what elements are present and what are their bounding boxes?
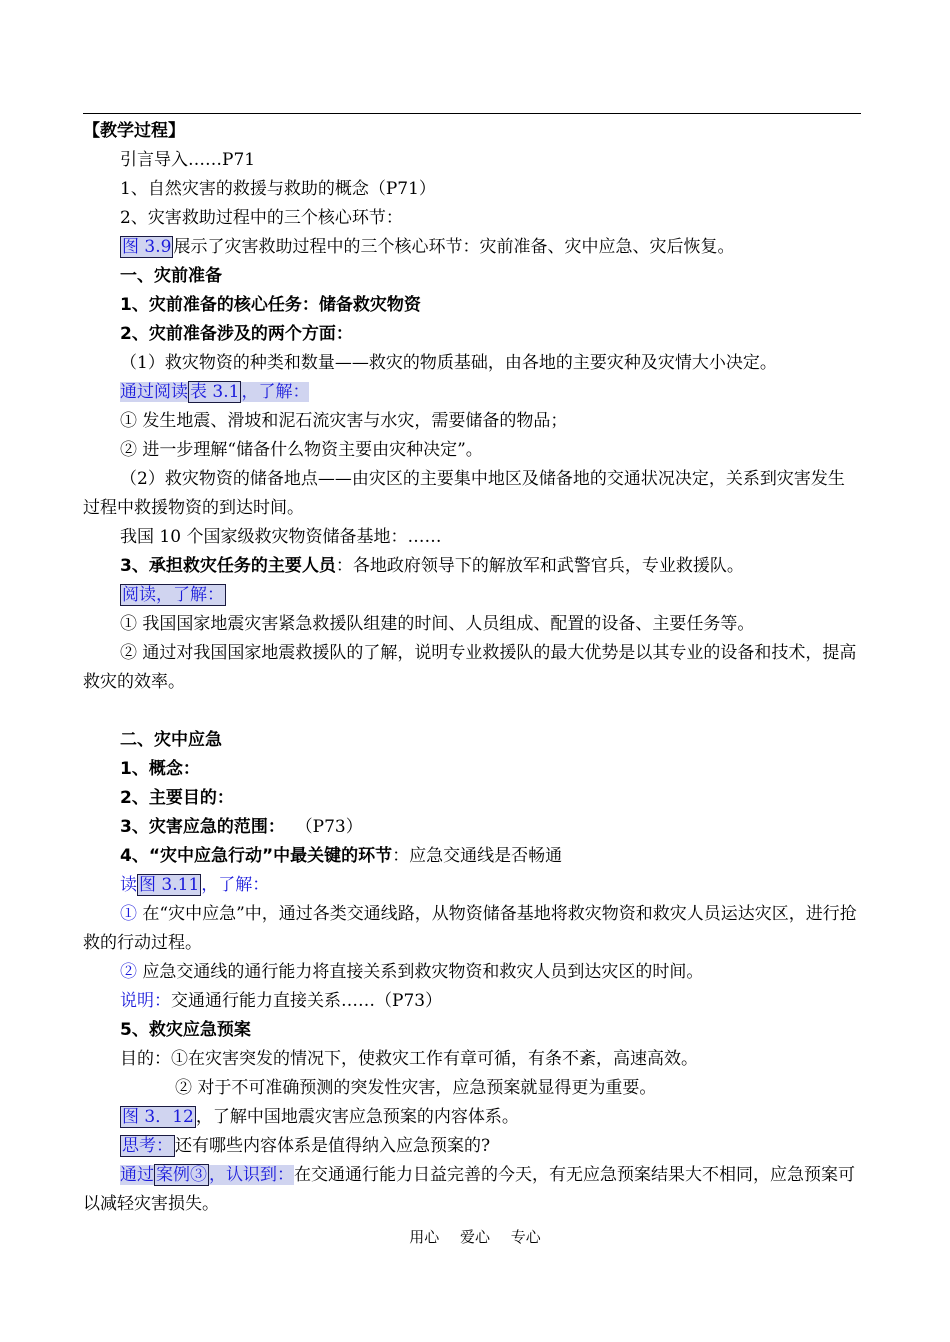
footer-word: 用心 [409, 1228, 440, 1246]
rescue-team-para: ② 通过对我国国家地震救援队的了解，说明专业救援队的最大优势是以其专业的设备和技术，提高救灾的效率。 [83, 643, 857, 692]
figure-3-12-text: ，了解中国地震灾害应急预案的内容体系。 [195, 1107, 519, 1127]
figure-3-9-text: 展示了灾害救助过程中的三个核心环节：灾前准备、灾中应急、灾后恢复。 [173, 237, 735, 257]
scope-ref: （P73） [284, 817, 363, 837]
read-prefix: 通过阅读 [120, 382, 188, 402]
case-text: 在交通通行能力日益完善的今天，有无应急预案结果大不相同，应急预案可以减轻灾害损失。 [83, 1165, 855, 1214]
spacer [83, 697, 861, 726]
figure-3-12-ref[interactable]: 图 3．12 [122, 1107, 194, 1127]
think-text: 还有哪些内容体系是值得纳入应急预案的? [175, 1136, 491, 1156]
read-suffix: ，了解： [241, 382, 310, 402]
list-item: ① 我国国家地震灾害紧急救援队组建的时间、人员组成、配置的设备、主要任务等。 [120, 614, 755, 634]
table-3-1-ref[interactable]: 表 3.1 [190, 382, 240, 402]
list-item: ② 进一步理解“储备什么物资主要由灾种决定”。 [120, 440, 483, 460]
think-label[interactable]: 思考： [122, 1136, 173, 1156]
table-3-1-line [83, 378, 861, 407]
read-understand-line [83, 581, 861, 610]
header-rule [83, 113, 861, 114]
list-item: ① 发生地震、滑坡和泥石流灾害与水灾，需要储备的物品； [120, 411, 568, 431]
supplies-type-line: （1）救灾物资的种类和数量——救灾的物质基础，由各地的主要灾种及灾情大小决定。 [120, 353, 777, 373]
case-3-ref[interactable]: 案例③ [156, 1165, 207, 1185]
intro-line: 引言导入……P71 [120, 150, 256, 170]
purpose-label: 2、主要目的： [120, 788, 234, 808]
heading-in-disaster: 二、灾中应急 [120, 730, 222, 750]
goal-line-1: 目的：①在灾害突发的情况下，使救灾工作有章可循，有条不紊，高速高效。 [120, 1049, 698, 1069]
national-bases-line: 我国 10 个国家级救灾物资储备基地：…… [120, 527, 442, 547]
personnel-text: ：各地政府领导下的解放军和武警官兵，专业救援队。 [335, 556, 744, 576]
note-label: 说明： [120, 991, 171, 1011]
heading-pre-disaster: 一、灾前准备 [120, 266, 222, 286]
pre-aspects-line: 2、灾前准备涉及的两个方面： [120, 324, 353, 344]
emergency-para-1 [83, 900, 861, 958]
figure-3-12-line [83, 1103, 861, 1132]
figure-3-11-line [83, 871, 861, 900]
scope-line [83, 813, 861, 842]
read-prefix: 读 [120, 875, 137, 895]
circle-one-marker: ① [120, 904, 137, 924]
key-link-text: ：应急交通线是否畅通 [392, 846, 563, 866]
case-para [83, 1161, 861, 1219]
goal-line-2: ② 对于不可准确预测的突发性灾害，应急预案就显得更为重要。 [175, 1078, 657, 1098]
scope-label: 3、灾害应急的范围： [120, 817, 285, 837]
emergency-para-1-text: 在“灾中应急”中，通过各类交通线路，从物资储备基地将救灾物资和救灾人员运达灾区，进行抢救的行动过程。 [83, 904, 857, 953]
footer-word: 爱心 [459, 1228, 490, 1246]
personnel-label: 3、承担救灾任务的主要人员 [120, 556, 336, 576]
section-header: 【教学过程】 [83, 121, 185, 141]
emergency-para-2-text: 应急交通线的通行能力将直接关系到救灾物资和救灾人员到达灾区的时间。 [137, 962, 704, 982]
think-line [83, 1132, 861, 1161]
emergency-plan-heading: 5、救灾应急预案 [120, 1020, 251, 1040]
circle-two-marker: ② [120, 962, 137, 982]
figure-3-11-ref[interactable]: 图 3.11 [139, 875, 200, 895]
figure-3-9-line [83, 233, 861, 262]
core-links-line: 2、灾害救助过程中的三个核心环节： [120, 208, 403, 228]
concept-line: 1、自然灾害的救援与救助的概念（P71） [120, 179, 436, 199]
case-suffix: ，认识到： [209, 1165, 294, 1185]
note-line [83, 987, 861, 1016]
key-link-line [83, 842, 861, 871]
case-prefix: 通过 [120, 1165, 154, 1185]
read-suffix: ，了解： [201, 875, 270, 895]
key-link-label: 4、“灾中应急行动”中最关键的环节 [120, 846, 393, 866]
document-body [83, 117, 861, 1219]
figure-3-9-ref[interactable]: 图 3.9 [122, 237, 172, 257]
personnel-line [83, 552, 861, 581]
pre-task-line: 1、灾前准备的核心任务：储备救灾物资 [120, 295, 421, 315]
emergency-para-2 [83, 958, 861, 987]
read-understand-box[interactable]: 阅读，了解： [122, 585, 224, 605]
concept-label: 1、概念： [120, 759, 200, 779]
storage-location-para: （2）救灾物资的储备地点——由灾区的主要集中地区及储备地的交通状况决定，关系到灾害发生过程中救援物资的到达时间。 [83, 469, 845, 518]
page-footer [0, 1226, 950, 1247]
note-text: 交通通行能力直接关系……（P73） [171, 991, 443, 1011]
footer-word: 专心 [510, 1228, 541, 1246]
